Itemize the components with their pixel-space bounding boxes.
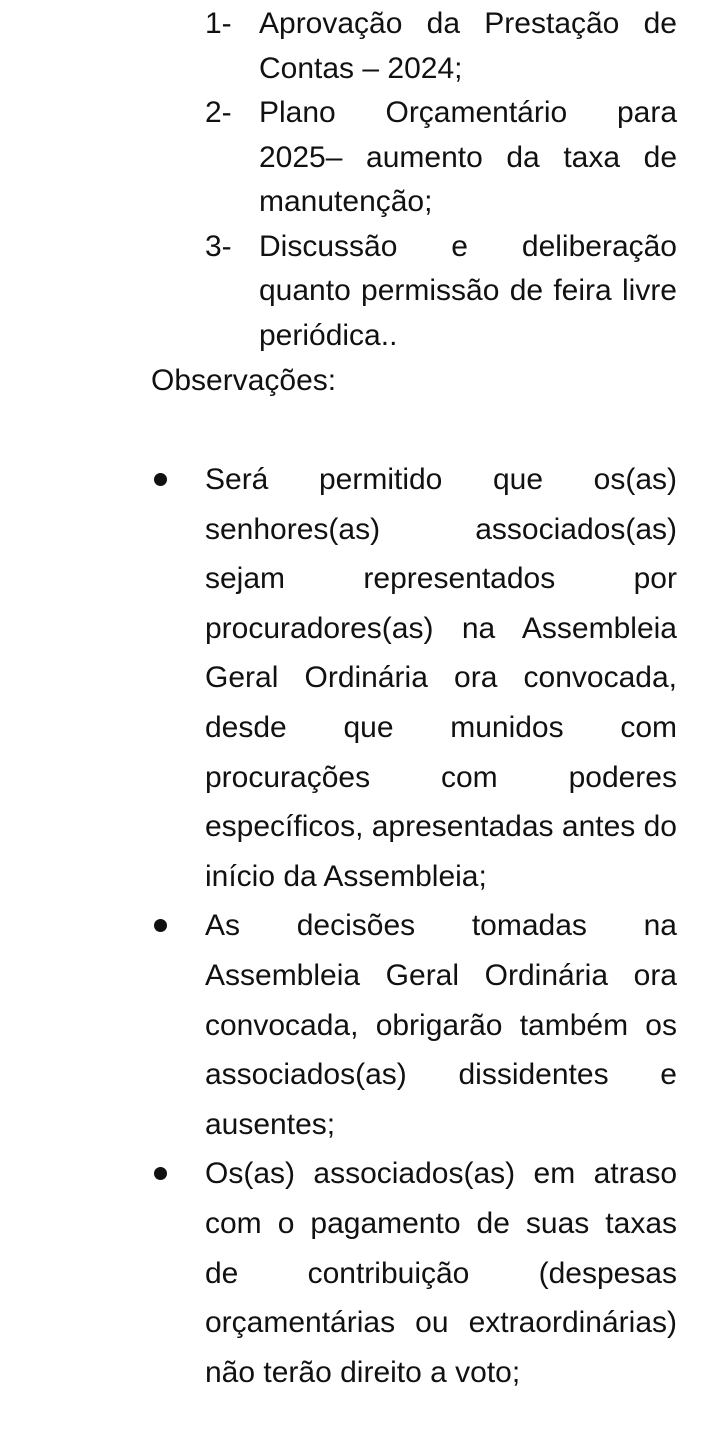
- agenda-list: [205, 2, 677, 358]
- observation-text: As decisões tomadas na Assembleia Geral Ordinária ora convocada, obrigarão também os associados(as) dissidentes e ausentes;: [205, 909, 677, 1141]
- observation-item: [150, 1149, 677, 1397]
- agenda-item-text: Discussão e deliberação quanto permissão de feira livre periódica..: [259, 229, 677, 352]
- bullet-icon: [154, 919, 167, 932]
- bullet-icon: [154, 473, 167, 486]
- agenda-item-number: 3-: [205, 229, 232, 263]
- agenda-item: [205, 2, 677, 91]
- observation-text: Os(as) associados(as) em atraso com o pagamento de suas taxas de contribuição (despesas orçamentárias ou extraordinárias) não terão direito a voto;: [205, 1157, 677, 1389]
- agenda-item-number: 1-: [205, 7, 232, 40]
- agenda-item: [205, 91, 677, 225]
- agenda-item-text: Plano Orçamentário para 2025– aumento da taxa de manutenção;: [259, 96, 677, 218]
- observations-list: [150, 455, 677, 1397]
- observation-item: [150, 455, 677, 901]
- observation-text: Será permitido que os(as) senhores(as) associados(as) sejam representados por procuradores(as) na Assembleia Geral Ordinária ora convocada, desde que munidos com procurações com poderes específicos, apresentadas antes do início da Assembleia;: [205, 463, 677, 893]
- agenda-item: [205, 225, 677, 359]
- agenda-item-number: 2-: [205, 96, 232, 129]
- observations-heading: Observações:: [151, 364, 337, 397]
- agenda-item-text: Aprovação da Prestação de Contas – 2024;: [259, 7, 677, 85]
- bullet-icon: [154, 1167, 167, 1180]
- observation-item: [150, 901, 677, 1149]
